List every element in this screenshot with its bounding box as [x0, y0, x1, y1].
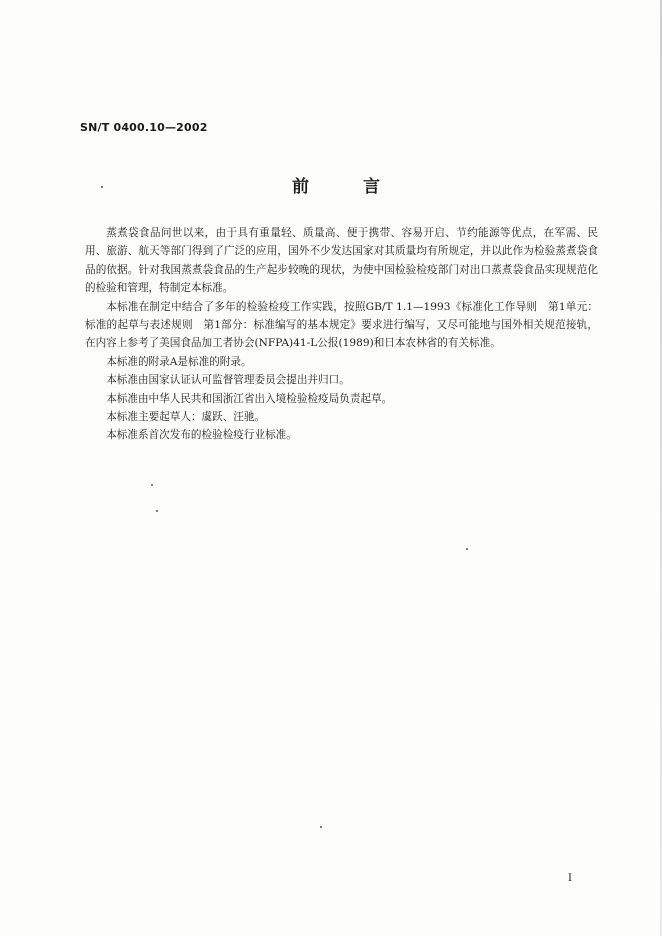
scan-speck: [151, 484, 153, 486]
scan-speck: [101, 186, 103, 188]
page-title: 前言: [292, 177, 434, 197]
paragraph-appendix: 本标准的附录A是标准的附录。: [106, 355, 252, 368]
scan-speck: [320, 826, 322, 828]
page-number: I: [568, 873, 572, 884]
paragraph-intro: 蒸煮袋食品问世以来，由于具有重量轻、质量高、便于携带、容易开启、节约能源等优点，在军需、民用、旅游、航天等部门得到了广泛的应用，国外不少发达国家对其质量均有所规定，并以此作为检验蒸煮袋食品的依据。针对我国蒸煮袋食品的生产起步较晚的现状，为使中国检验检疫部门对出口蒸煮袋食品实现规范化的检验和管理，特制定本标准。: [85, 227, 598, 295]
scan-speck: [466, 548, 468, 550]
paragraph-first-release: 本标准系首次发布的检验检疫行业标准。: [106, 429, 297, 442]
scan-speck: [156, 510, 158, 512]
paragraph-drafters: 本标准主要起草人：虞跃、汪驰。: [106, 411, 266, 424]
standard-code: SN/T 0400.10—2002: [80, 121, 208, 134]
foreword-body: [85, 224, 598, 445]
paragraph-drafting-basis: 本标准在制定中结合了多年的检验检疫工作实践，按照GB/T 1.1—1993《标准化工作导则 第1单元：标准的起草与表述规则 第1部分：标准编写的基本规定》要求进行编写，又尽可能地与国外相关规范接轨，在内容上参考了美国食品加工者协会(NFPA)41-L公报(1989)和日本农林省的有关标准。: [85, 300, 598, 350]
paragraph-proposer: 本标准由国家认证认可监督管理委员会提出并归口。: [106, 374, 350, 387]
paragraph-drafter-org: 本标准由中华人民共和国浙江省出入境检验检疫局负责起草。: [106, 392, 393, 405]
